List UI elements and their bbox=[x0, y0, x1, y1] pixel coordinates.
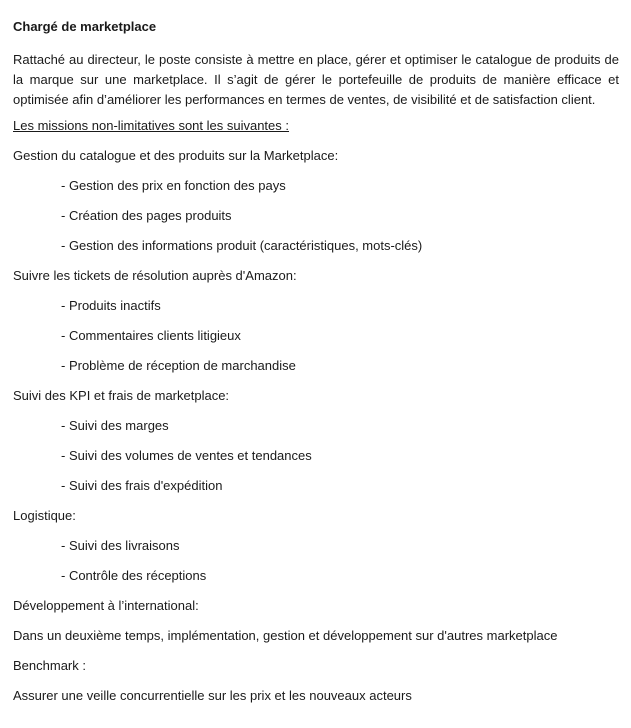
list-item: - Gestion des prix en fonction des pays bbox=[61, 178, 286, 193]
missions-heading: Les missions non-limitatives sont les suivantes : bbox=[13, 118, 290, 133]
international-text: Dans un deuxième temps, implémentation, gestion et développement sur d'autres marketplace bbox=[13, 628, 558, 643]
list-item: - Contrôle des réceptions bbox=[61, 568, 207, 583]
list-item: - Suivi des marges bbox=[61, 418, 169, 433]
section-heading-kpi: Suivi des KPI et frais de marketplace: bbox=[13, 388, 230, 403]
list-item: - Suivi des livraisons bbox=[61, 538, 180, 553]
section-heading-logistique: Logistique: bbox=[13, 508, 76, 523]
section-heading-tickets: Suivre les tickets de résolution auprès d'Amazon: bbox=[13, 268, 297, 283]
list-item: - Commentaires clients litigieux bbox=[61, 328, 241, 343]
section-heading-international: Développement à l’international: bbox=[13, 598, 199, 613]
intro-paragraph: Rattaché au directeur, le poste consiste à mettre en place, gérer et optimiser le catalogue de produits de la marque sur une marketplace. Il s’agit de gérer le portefeuille de produits de manière efficace et optimisée afin d’améliorer les performances en termes de ventes, de visibilité et de satisfaction client. bbox=[13, 52, 619, 107]
list-item: - Gestion des informations produit (caractéristiques, mots-clés) bbox=[61, 238, 423, 253]
section-heading-benchmark: Benchmark : bbox=[13, 658, 86, 673]
section-heading-catalogue: Gestion du catalogue et des produits sur la Marketplace: bbox=[13, 148, 339, 163]
list-item: - Création des pages produits bbox=[61, 208, 232, 223]
list-item: - Produits inactifs bbox=[61, 298, 161, 313]
list-item: - Suivi des volumes de ventes et tendances bbox=[61, 448, 312, 463]
document-title: Chargé de marketplace bbox=[13, 19, 157, 34]
list-item: - Problème de réception de marchandise bbox=[61, 358, 296, 373]
list-item: - Suivi des frais d'expédition bbox=[61, 478, 223, 493]
benchmark-text: Assurer une veille concurrentielle sur les prix et les nouveaux acteurs bbox=[13, 688, 412, 703]
